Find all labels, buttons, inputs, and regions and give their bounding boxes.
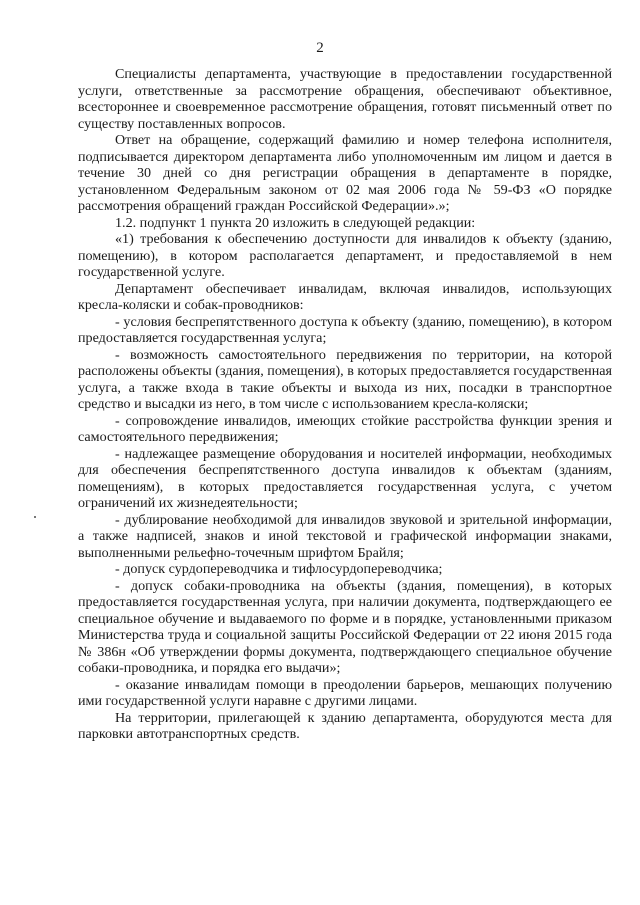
list-item-information-duplication: - дублирование необходимой для инвалидов звуковой и зрительной информации, а также надписей, знаков и иной текстовой и графической информации знаками, выполненными рельефно-точечным шрифтом Брайля; <box>78 511 612 561</box>
paragraph-amendment-1-2: 1.2. подпункт 1 пункта 20 изложить в следующей редакции: <box>115 214 476 231</box>
document-body <box>78 66 612 743</box>
list-item-unobstructed-access: - условия беспрепятственного доступа к объекту (зданию, помещению), в котором предоставляется государственная услуга; <box>78 313 612 346</box>
paragraph-specialists: Специалисты департамента, участвующие в предоставлении государственной услуги, ответственные за рассмотрение обращения, обеспечивают объективное, всестороннее и своевременное рассмотрение обращения, готовят письменный ответ по существу поставленных вопросов. <box>78 66 612 132</box>
list-item-independent-movement: - возможность самостоятельного передвижения по территории, на которой расположены объекты (здания, помещения), в которых предоставляется государственная услуга, а также входа в такие объекты и выхода из них, посадки в транспортное средство и высадки из него, в том числе с использованием кресла-коляски; <box>78 346 612 412</box>
list-item-guide-dog: - допуск собаки-проводника на объекты (здания, помещения), в которых предоставляется государственная услуга, при наличии документа, подтверждающего ее специальное обучение и выдаваемого по форме и в порядке, установленными приказом Министерства труда и социальной защиты Российской Федерации от 22 июня 2015 года № 386н «Об утверждении формы документа, подтверждающего специальное обучение собаки-проводника, и порядка его выдачи»; <box>78 577 612 676</box>
list-item-sign-interpreter: - допуск сурдопереводчика и тифлосурдопереводчика; <box>115 561 443 577</box>
paragraph-accessibility-requirements: «1) требования к обеспечению доступности для инвалидов к объекту (зданию, помещению), в котором располагается департамент, и предоставляемой в нем государственной услуге. <box>78 231 612 280</box>
list-item-equipment-placement: - надлежащее размещение оборудования и носителей информации, необходимых для обеспечения беспрепятственного доступа инвалидов к объектам (зданиям, помещениям), в которых предоставляется государственная услуга, с учетом ограничений их жизнедеятельности; <box>78 445 612 511</box>
paragraph-parking: На территории, прилегающей к зданию департамента, оборудуются места для парковки автотранспортных средств. <box>78 709 612 742</box>
list-item-assistance: - оказание инвалидам помощи в преодолении барьеров, мешающих получению ими государственной услуги наравне с другими лицами. <box>78 676 612 709</box>
page-number: 2 <box>316 40 324 56</box>
paragraph-department-provides: Департамент обеспечивает инвалидам, включая инвалидов, использующих кресла-коляски и собак-проводников: <box>78 280 612 313</box>
scan-speck <box>34 516 36 518</box>
paragraph-response: Ответ на обращение, содержащий фамилию и номер телефона исполнителя, подписывается директором департамента либо уполномоченным им лицом и дается в течение 30 дней со дня регистрации обращения в департаменте в порядке, установленном Федеральным законом от 02 мая 2006 года № 59-ФЗ «О порядке рассмотрения обращений граждан Российской Федерации».»; <box>78 132 612 214</box>
list-item-escort: - сопровождение инвалидов, имеющих стойкие расстройства функции зрения и самостоятельного передвижения; <box>78 412 612 445</box>
